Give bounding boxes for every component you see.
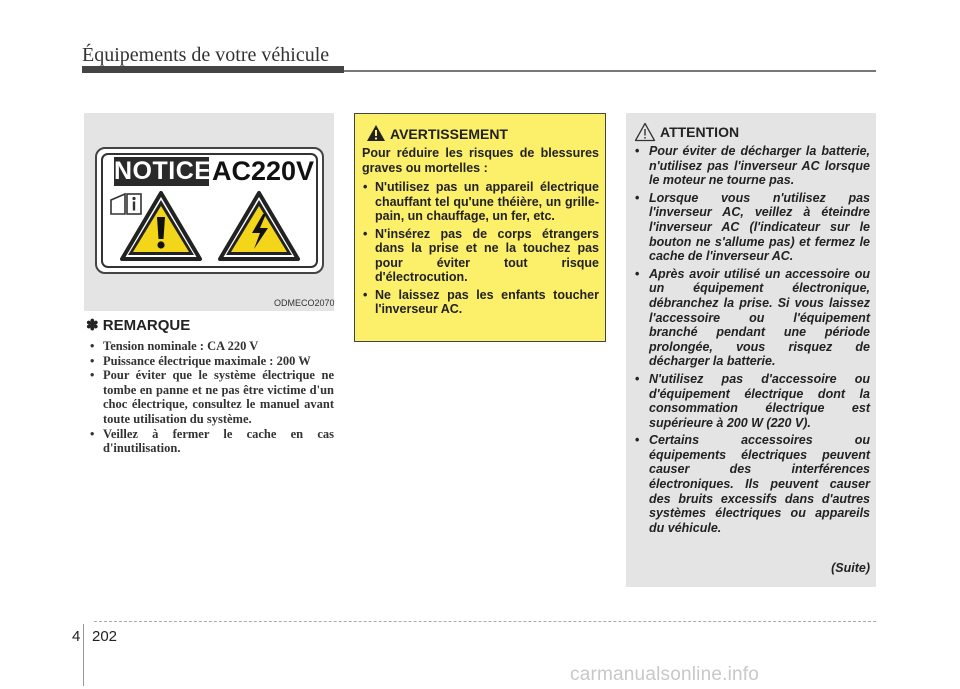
attention-title: ATTENTION xyxy=(660,124,740,140)
list-item: • Tension nominale : CA 220 V xyxy=(86,339,334,354)
list-item: • Veillez à fermer le cache en cas d'inutilisation. xyxy=(86,427,334,456)
footer-dotted-rule xyxy=(94,621,876,622)
list-item: • Après avoir utilisé un accessoire ou un équipement électronique, débranchez la prise. Si vous laissez l'accessoire ou l'équipement branché pendant une période prolongée, vous risquez de décharger la batterie. xyxy=(634,267,870,369)
remark-title: ✽ REMARQUE xyxy=(86,317,191,334)
list-item: • Ne laissez pas les enfants toucher l'inverseur AC. xyxy=(362,288,599,317)
attention-list xyxy=(634,144,870,538)
chapter-number: 4 xyxy=(72,628,81,645)
list-item: • Pour éviter de décharger la batterie, n'utilisez pas l'inverseur AC lorsque le moteur ne tourne pas. xyxy=(634,144,870,188)
header-bar xyxy=(82,66,344,73)
list-item: • Certains accessoires ou équipements électriques peuvent causer des interférences électroniques. Ils peuvent causer des bruits excessifs dans d'autres systèmes électriques ou appareils du véhicule. xyxy=(634,433,870,535)
page-header-title: Équipements de votre véhicule xyxy=(82,44,330,66)
watermark: carmanualsonline.info xyxy=(570,664,760,685)
footer-divider xyxy=(83,624,84,686)
warning-title: AVERTISSEMENT xyxy=(390,126,508,142)
list-item: • Puissance électrique maximale : 200 W xyxy=(86,354,334,369)
warning-triangle-icon xyxy=(366,124,386,142)
header-rule xyxy=(344,70,876,72)
warning-list xyxy=(362,180,599,320)
list-item: • N'insérez pas de corps étrangers dans la prise et ne la touchez pas pour éviter tout risque d'électrocution. xyxy=(362,227,599,285)
ac-voltage-word: AC220V xyxy=(212,156,315,186)
lightning-bolt-triangle-icon xyxy=(216,189,302,263)
remark-list xyxy=(86,339,334,456)
list-item: • Lorsque vous n'utilisez pas l'inverseur AC, veillez à éteindre l'inverseur AC (l'indicateur sur le bouton ne s'allume pas) et fermez le cache de l'inverseur AC. xyxy=(634,191,870,264)
attention-triangle-icon xyxy=(634,122,656,142)
notice-word: NOTICE xyxy=(114,157,212,185)
list-item: • N'utilisez pas d'accessoire ou d'équipement électrique dont la consommation électrique est supérieure à 200 W (220 V). xyxy=(634,372,870,430)
warning-intro: Pour réduire les risques de blessures graves ou mortelles : xyxy=(362,146,599,175)
exclamation-triangle-icon xyxy=(118,189,204,263)
continued-label: (Suite) xyxy=(831,561,870,575)
page-number: 202 xyxy=(92,628,118,645)
figure-code: ODMECO2070 xyxy=(274,298,335,308)
list-item: • Pour éviter que le système électrique ne tombe en panne et ne pas être victime d'un choc électrique, consultez le manuel avant toute utilisation du système. xyxy=(86,368,334,426)
list-item: • N'utilisez pas un appareil électrique chauffant tel qu'une théière, un grille-pain, un chauffage, un fer, etc. xyxy=(362,180,599,224)
